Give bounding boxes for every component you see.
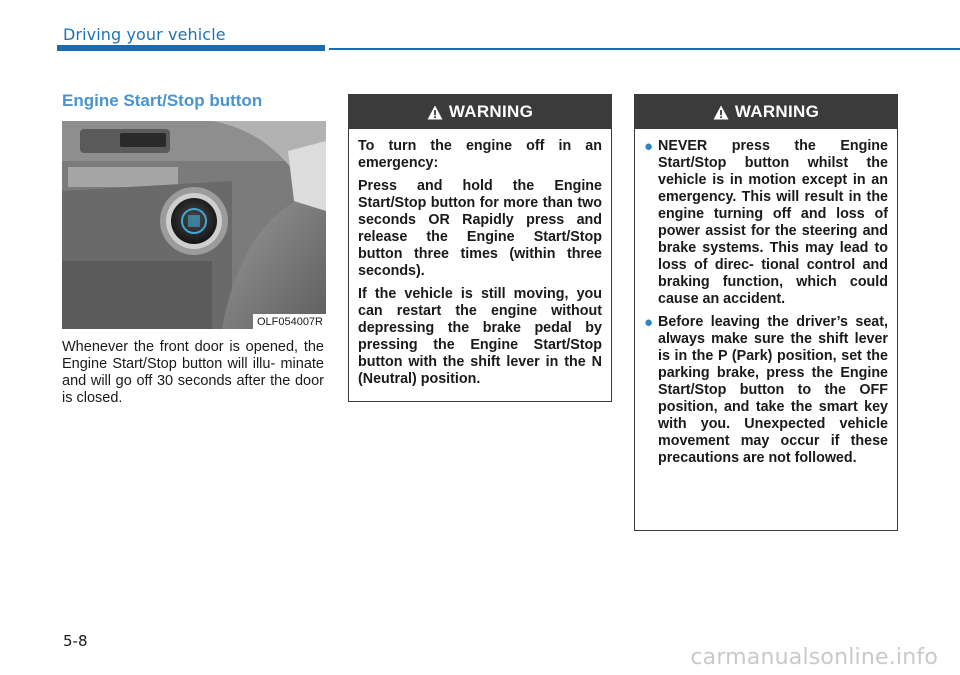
- warning-label: WARNING: [734, 102, 820, 121]
- warning-bullet-text: NEVER press the Engine Start/Stop button whilst the vehicle is in motion except in an emergency. This will result in the engine turning off and loss of power assist for the steering and brake systems. This may lead to loss of direc- tional control and braking function, which could cause an accident.: [658, 138, 888, 307]
- chapter-title: Driving your vehicle: [63, 25, 226, 44]
- engine-button-photo: [62, 121, 326, 329]
- bullet-dot-icon: ●: [644, 314, 654, 331]
- dashboard-illustration: [62, 121, 326, 329]
- warning-header: [635, 95, 897, 129]
- warning-header: [349, 95, 611, 129]
- warning-paragraph: If the vehicle is still moving, you can restart the engine without depressing the brake pedal by pressing the Engine Start/Stop button with the shift lever in the N (Neutral) position.: [358, 286, 602, 387]
- warning-box-driving: [634, 94, 898, 531]
- warning-bullet-text: Before leaving the driver’s seat, always make sure the shift lever is in the P (Park) position, set the parking brake, press the Engine Start/Stop button to the OFF position, and take the smart key with you. Unexpected vehicle movement may occur if these precautions are not followed.: [658, 314, 888, 466]
- header-rule-thick: [57, 45, 325, 51]
- warning-label: WARNING: [448, 102, 534, 121]
- page-number: 5-8: [63, 632, 88, 650]
- warning-bullet-item: [644, 138, 888, 308]
- body-paragraph: Whenever the front door is opened, the Engine Start/Stop button will illu- minate and will go off 30 seconds after the door is closed.: [62, 339, 324, 406]
- warning-triangle-icon: [427, 105, 443, 120]
- section-title: Engine Start/Stop button: [62, 91, 263, 110]
- warning-triangle-icon: [713, 105, 729, 120]
- warning-paragraph: Press and hold the Engine Start/Stop button for more than two seconds OR Rapidly press and release the Engine Start/Stop button three times (within three seconds).: [358, 178, 602, 279]
- warning-bullet-item: [644, 314, 888, 467]
- warning-box-emergency: [348, 94, 612, 402]
- warning-paragraph: To turn the engine off in an emergency:: [358, 138, 602, 171]
- figure-code: OLF054007R: [253, 314, 326, 329]
- watermark: carmanualsonline.info: [690, 645, 938, 670]
- header-rule-thin: [329, 48, 960, 50]
- bullet-dot-icon: ●: [644, 138, 654, 155]
